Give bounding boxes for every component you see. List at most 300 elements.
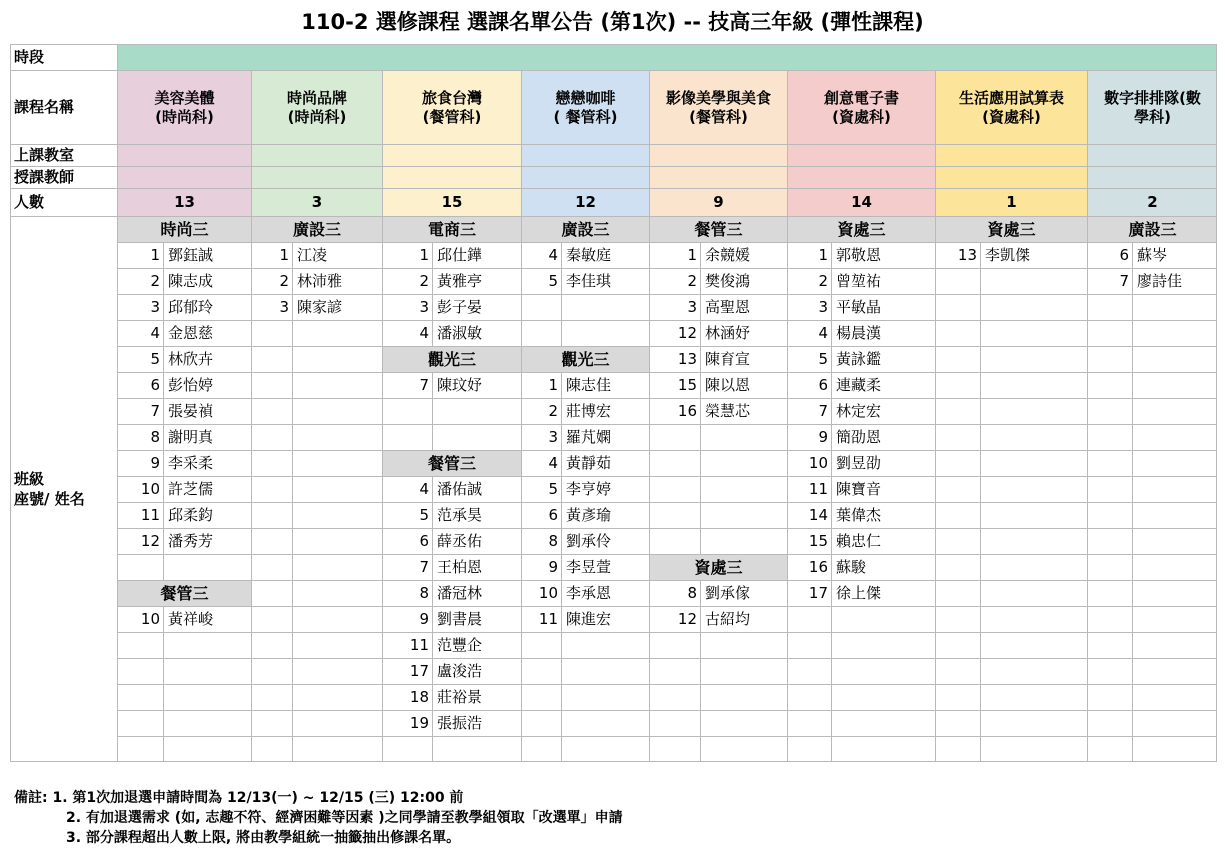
teacher-2 <box>251 166 382 188</box>
student-name <box>1132 502 1217 528</box>
seat-number: 8 <box>521 528 561 554</box>
student-name <box>980 528 1087 554</box>
student-name: 陳志成 <box>163 268 251 294</box>
student-name <box>292 450 382 476</box>
student-name: 謝明真 <box>163 424 251 450</box>
student-name <box>980 372 1087 398</box>
student-name <box>561 320 649 346</box>
student-name <box>561 684 649 710</box>
seat-number: 12 <box>649 606 700 632</box>
seat-number <box>251 424 292 450</box>
class-group-header: 電商三 <box>382 216 521 242</box>
teacher-4 <box>521 166 649 188</box>
seat-number: 10 <box>521 580 561 606</box>
teacher-3 <box>382 166 521 188</box>
seat-number: 2 <box>251 268 292 294</box>
seat-number: 3 <box>521 424 561 450</box>
student-name <box>163 632 251 658</box>
seat-number <box>935 736 980 762</box>
seat-number <box>935 554 980 580</box>
seat-number: 5 <box>117 346 163 372</box>
student-name: 鄧鈺誠 <box>163 242 251 268</box>
student-name: 邱仕鏵 <box>432 242 521 268</box>
course-name-7: 生活應用試算表 (資處科) <box>935 70 1087 144</box>
student-name <box>292 632 382 658</box>
seat-number <box>251 372 292 398</box>
row-label-students: 班級 座號/ 姓名 <box>10 216 117 762</box>
seat-number <box>649 502 700 528</box>
student-name <box>292 606 382 632</box>
student-name <box>163 684 251 710</box>
student-name: 高聖恩 <box>700 294 787 320</box>
student-name: 張振浩 <box>432 710 521 736</box>
seat-number <box>1087 736 1132 762</box>
student-name: 彭子晏 <box>432 294 521 320</box>
seat-number: 9 <box>521 554 561 580</box>
student-name <box>980 710 1087 736</box>
seat-number <box>787 632 831 658</box>
seat-number: 7 <box>1087 268 1132 294</box>
student-name <box>1132 606 1217 632</box>
student-name <box>980 476 1087 502</box>
seat-number: 19 <box>382 710 432 736</box>
student-name <box>700 658 787 684</box>
seat-number <box>935 294 980 320</box>
seat-number <box>1087 684 1132 710</box>
seat-number <box>251 710 292 736</box>
seat-number <box>251 528 292 554</box>
student-name <box>1132 580 1217 606</box>
student-name <box>163 554 251 580</box>
student-name <box>432 736 521 762</box>
class-group-header: 廣設三 <box>521 216 649 242</box>
seat-number <box>1087 710 1132 736</box>
seat-number: 12 <box>117 528 163 554</box>
seat-number: 9 <box>787 424 831 450</box>
student-name: 林定宏 <box>831 398 935 424</box>
student-name: 羅芃嫻 <box>561 424 649 450</box>
class-group-header: 廣設三 <box>1087 216 1217 242</box>
seat-number <box>935 268 980 294</box>
student-name <box>163 658 251 684</box>
seat-number <box>935 528 980 554</box>
seat-number: 18 <box>382 684 432 710</box>
seat-number: 10 <box>117 476 163 502</box>
seat-number: 2 <box>649 268 700 294</box>
student-name: 金恩慈 <box>163 320 251 346</box>
student-name <box>1132 372 1217 398</box>
classroom-4 <box>521 144 649 166</box>
seat-number: 3 <box>649 294 700 320</box>
student-name <box>292 346 382 372</box>
seat-number: 2 <box>521 398 561 424</box>
seat-number: 3 <box>382 294 432 320</box>
seat-number: 14 <box>787 502 831 528</box>
student-name: 薛丞佑 <box>432 528 521 554</box>
row-label-classroom: 上課教室 <box>10 144 117 166</box>
classroom-5 <box>649 144 787 166</box>
seat-number: 4 <box>382 476 432 502</box>
seat-number <box>649 632 700 658</box>
notes <box>14 788 623 848</box>
student-name: 陳育宣 <box>700 346 787 372</box>
seat-number: 5 <box>382 502 432 528</box>
student-name: 黃靜茹 <box>561 450 649 476</box>
seat-number: 3 <box>251 294 292 320</box>
seat-number <box>251 346 292 372</box>
classroom-8 <box>1087 144 1217 166</box>
student-name: 劉書晨 <box>432 606 521 632</box>
student-name: 曾堃祐 <box>831 268 935 294</box>
student-name: 秦敏庭 <box>561 242 649 268</box>
seat-number <box>787 606 831 632</box>
seat-number <box>1087 320 1132 346</box>
student-name <box>432 424 521 450</box>
student-name <box>1132 476 1217 502</box>
student-name <box>561 632 649 658</box>
seat-number <box>935 372 980 398</box>
student-name: 邱柔鈞 <box>163 502 251 528</box>
seat-number <box>521 294 561 320</box>
seat-number: 11 <box>521 606 561 632</box>
enrollment-count-6: 14 <box>787 188 935 216</box>
student-name: 李凱傑 <box>980 242 1087 268</box>
course-roster-table <box>10 44 1217 760</box>
student-name <box>292 320 382 346</box>
student-name: 蘇岑 <box>1132 242 1217 268</box>
seat-number <box>935 658 980 684</box>
seat-number <box>117 554 163 580</box>
enrollment-count-5: 9 <box>649 188 787 216</box>
student-name <box>1132 554 1217 580</box>
student-name <box>561 294 649 320</box>
student-name: 劉昱劭 <box>831 450 935 476</box>
seat-number <box>1087 658 1132 684</box>
seat-number: 16 <box>649 398 700 424</box>
seat-number: 12 <box>649 320 700 346</box>
seat-number: 1 <box>649 242 700 268</box>
enrollment-count-7: 1 <box>935 188 1087 216</box>
student-name <box>831 684 935 710</box>
seat-number <box>649 476 700 502</box>
seat-number <box>649 684 700 710</box>
student-name: 黃詠鑑 <box>831 346 935 372</box>
seat-number: 13 <box>649 346 700 372</box>
seat-number: 16 <box>787 554 831 580</box>
classroom-3 <box>382 144 521 166</box>
student-name <box>700 476 787 502</box>
student-name: 盧浚浩 <box>432 658 521 684</box>
student-name <box>980 268 1087 294</box>
student-name <box>980 398 1087 424</box>
student-name <box>561 658 649 684</box>
seat-number <box>382 398 432 424</box>
seat-number <box>1087 476 1132 502</box>
seat-number <box>521 320 561 346</box>
seat-number <box>1087 372 1132 398</box>
seat-number: 9 <box>117 450 163 476</box>
seat-number <box>935 502 980 528</box>
student-name <box>1132 346 1217 372</box>
student-name: 李承恩 <box>561 580 649 606</box>
seat-number <box>935 632 980 658</box>
seat-number <box>251 554 292 580</box>
student-name <box>292 684 382 710</box>
course-name-1: 美容美體 (時尚科) <box>117 70 251 144</box>
seat-number <box>935 684 980 710</box>
class-group-header: 觀光三 <box>382 346 521 372</box>
course-name-4: 戀戀咖啡 ( 餐管科) <box>521 70 649 144</box>
seat-number <box>251 320 292 346</box>
enrollment-count-8: 2 <box>1087 188 1217 216</box>
seat-number: 11 <box>382 632 432 658</box>
seat-number <box>251 398 292 424</box>
student-name: 陳家諺 <box>292 294 382 320</box>
seat-number: 7 <box>382 372 432 398</box>
student-name <box>980 450 1087 476</box>
seat-number <box>521 710 561 736</box>
student-name <box>1132 632 1217 658</box>
student-name: 古紹均 <box>700 606 787 632</box>
student-name <box>292 476 382 502</box>
seat-number: 1 <box>251 242 292 268</box>
seat-number <box>521 632 561 658</box>
seat-number <box>521 684 561 710</box>
seat-number: 2 <box>382 268 432 294</box>
seat-number: 2 <box>787 268 831 294</box>
student-name: 邱郁玲 <box>163 294 251 320</box>
enrollment-count-4: 12 <box>521 188 649 216</box>
student-name: 陳進宏 <box>561 606 649 632</box>
seat-number <box>117 632 163 658</box>
class-group-header: 餐管三 <box>382 450 521 476</box>
seat-number: 9 <box>382 606 432 632</box>
student-name <box>292 580 382 606</box>
seat-number: 8 <box>649 580 700 606</box>
seat-number <box>1087 346 1132 372</box>
seat-number: 4 <box>117 320 163 346</box>
seat-number: 7 <box>117 398 163 424</box>
classroom-1 <box>117 144 251 166</box>
seat-number <box>1087 502 1132 528</box>
seat-number: 6 <box>117 372 163 398</box>
note-line-2: 2. 有加退選需求 (如, 志趣不符、經濟困難等因素 )之同學請至教學組領取「改選單」申請 <box>66 810 623 826</box>
student-name <box>831 710 935 736</box>
seat-number <box>935 398 980 424</box>
student-name <box>980 736 1087 762</box>
seat-number: 7 <box>382 554 432 580</box>
seat-number <box>935 450 980 476</box>
seat-number <box>787 710 831 736</box>
note-line-3: 3. 部分課程超出人數上限, 將由教學組統一抽籤抽出修課名單。 <box>66 830 461 846</box>
seat-number <box>935 424 980 450</box>
class-group-header: 時尚三 <box>117 216 251 242</box>
seat-number: 17 <box>382 658 432 684</box>
seat-number: 17 <box>787 580 831 606</box>
student-name: 劉承傢 <box>700 580 787 606</box>
student-name: 江凌 <box>292 242 382 268</box>
seat-number <box>935 710 980 736</box>
student-name: 余競媛 <box>700 242 787 268</box>
seat-number: 4 <box>521 242 561 268</box>
student-name: 范豐企 <box>432 632 521 658</box>
student-name <box>561 710 649 736</box>
teacher-7 <box>935 166 1087 188</box>
student-name: 林涵妤 <box>700 320 787 346</box>
student-name: 黃祥峻 <box>163 606 251 632</box>
enrollment-count-1: 13 <box>117 188 251 216</box>
course-name-3: 旅食台灣 (餐管科) <box>382 70 521 144</box>
seat-number: 3 <box>117 294 163 320</box>
seat-number: 8 <box>117 424 163 450</box>
seat-number <box>382 736 432 762</box>
enrollment-count-2: 3 <box>251 188 382 216</box>
student-name: 陳玟妤 <box>432 372 521 398</box>
student-name: 范承昊 <box>432 502 521 528</box>
seat-number: 4 <box>382 320 432 346</box>
student-name <box>980 424 1087 450</box>
seat-number <box>117 684 163 710</box>
seat-number <box>251 632 292 658</box>
seat-number <box>251 606 292 632</box>
course-name-5: 影像美學與美食 (餐管科) <box>649 70 787 144</box>
student-name <box>163 710 251 736</box>
seat-number <box>935 606 980 632</box>
student-name <box>831 658 935 684</box>
classroom-7 <box>935 144 1087 166</box>
student-name <box>432 398 521 424</box>
student-name: 郭敬恩 <box>831 242 935 268</box>
student-name <box>700 502 787 528</box>
student-name <box>292 658 382 684</box>
seat-number <box>251 658 292 684</box>
student-name <box>292 502 382 528</box>
page-title: 110-2 選修課程 選課名單公告 (第1次) -- 技高三年級 (彈性課程) <box>301 10 924 34</box>
student-name: 潘秀芳 <box>163 528 251 554</box>
class-group-header: 資處三 <box>935 216 1087 242</box>
seat-number: 13 <box>935 242 980 268</box>
student-name <box>1132 450 1217 476</box>
student-name <box>980 294 1087 320</box>
teacher-1 <box>117 166 251 188</box>
student-name: 陳志佳 <box>561 372 649 398</box>
classroom-2 <box>251 144 382 166</box>
course-name-8: 數字排排隊(數 學科) <box>1087 70 1217 144</box>
seat-number <box>649 450 700 476</box>
student-name: 黃彥瑜 <box>561 502 649 528</box>
student-name <box>700 450 787 476</box>
seat-number: 15 <box>787 528 831 554</box>
seat-number <box>787 736 831 762</box>
class-group-header: 廣設三 <box>251 216 382 242</box>
class-group-header: 觀光三 <box>521 346 649 372</box>
seat-number: 1 <box>117 242 163 268</box>
student-name <box>292 736 382 762</box>
seat-number: 8 <box>382 580 432 606</box>
seat-number <box>1087 554 1132 580</box>
student-name: 林欣卉 <box>163 346 251 372</box>
seat-number <box>649 736 700 762</box>
seat-number <box>649 424 700 450</box>
student-name: 王柏恩 <box>432 554 521 580</box>
student-name: 簡劭恩 <box>831 424 935 450</box>
seat-number <box>649 528 700 554</box>
seat-number: 5 <box>787 346 831 372</box>
student-name <box>292 398 382 424</box>
seat-number <box>251 684 292 710</box>
student-name <box>980 632 1087 658</box>
student-name: 莊博宏 <box>561 398 649 424</box>
teacher-6 <box>787 166 935 188</box>
seat-number: 6 <box>1087 242 1132 268</box>
student-name <box>700 424 787 450</box>
student-name <box>292 710 382 736</box>
student-name <box>700 632 787 658</box>
student-name <box>980 554 1087 580</box>
seat-number <box>251 736 292 762</box>
student-name <box>1132 320 1217 346</box>
seat-number: 4 <box>787 320 831 346</box>
seat-number <box>251 476 292 502</box>
student-name: 李昱萱 <box>561 554 649 580</box>
row-label-teacher: 授課教師 <box>10 166 117 188</box>
seat-number <box>1087 294 1132 320</box>
seat-number <box>649 658 700 684</box>
seat-number <box>382 424 432 450</box>
student-name: 李佳琪 <box>561 268 649 294</box>
student-name: 楊晨漢 <box>831 320 935 346</box>
student-name: 平敏晶 <box>831 294 935 320</box>
note-line-1: 備註: 1. 第1次加退選申請時間為 12/13(一) ~ 12/15 (三) 12:00 前 <box>14 790 464 806</box>
seat-number: 11 <box>117 502 163 528</box>
class-group-header: 餐管三 <box>649 216 787 242</box>
student-name <box>831 632 935 658</box>
student-name: 潘佑誠 <box>432 476 521 502</box>
row-label-count: 人數 <box>10 188 117 216</box>
class-group-header: 資處三 <box>787 216 935 242</box>
course-name-2: 時尚品牌 (時尚科) <box>251 70 382 144</box>
row-label-period: 時段 <box>10 44 117 70</box>
seat-number: 6 <box>521 502 561 528</box>
seat-number: 11 <box>787 476 831 502</box>
seat-number <box>251 502 292 528</box>
student-name <box>292 528 382 554</box>
student-name: 黃雅亭 <box>432 268 521 294</box>
student-name <box>980 502 1087 528</box>
student-name: 連藏柔 <box>831 372 935 398</box>
student-name: 榮慧芯 <box>700 398 787 424</box>
seat-number <box>1087 632 1132 658</box>
student-name: 潘淑敏 <box>432 320 521 346</box>
student-name <box>700 736 787 762</box>
student-name: 李采柔 <box>163 450 251 476</box>
student-name: 潘冠林 <box>432 580 521 606</box>
teacher-5 <box>649 166 787 188</box>
seat-number: 3 <box>787 294 831 320</box>
student-name <box>1132 424 1217 450</box>
student-name: 賴忠仁 <box>831 528 935 554</box>
student-name: 彭怡婷 <box>163 372 251 398</box>
seat-number: 4 <box>521 450 561 476</box>
seat-number: 1 <box>521 372 561 398</box>
seat-number: 10 <box>787 450 831 476</box>
seat-number <box>1087 424 1132 450</box>
student-name <box>700 684 787 710</box>
student-name: 葉偉杰 <box>831 502 935 528</box>
seat-number <box>787 684 831 710</box>
student-name <box>1132 398 1217 424</box>
seat-number: 10 <box>117 606 163 632</box>
